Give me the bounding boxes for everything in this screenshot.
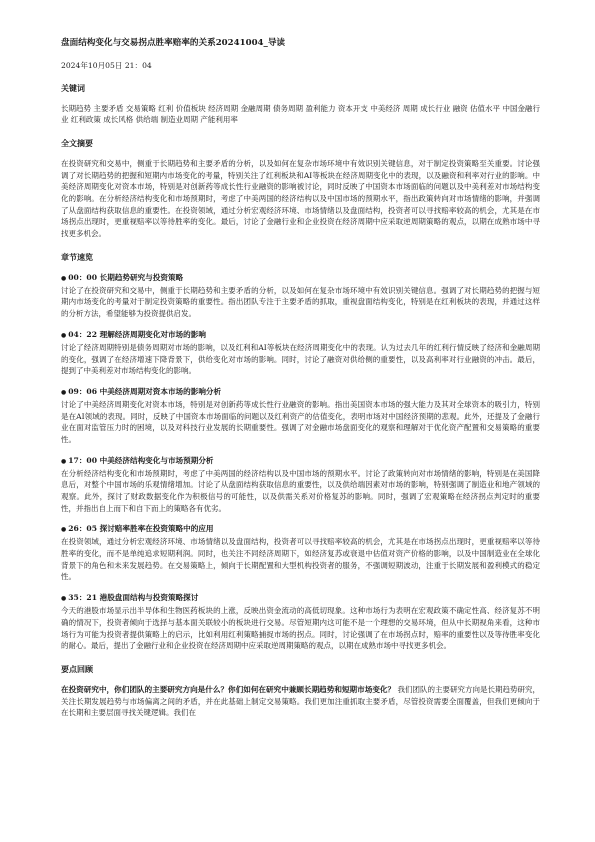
document-title: 盘面结构变化与交易拐点胜率赔率的关系20241004_导读 [61, 38, 286, 48]
chapter-title: 04：22 理解经济周期变化对市场的影响 [68, 329, 206, 339]
keywords-section [61, 83, 540, 126]
bullet-icon: ● [61, 331, 67, 339]
chapter-title: 35：21 港股盘面结构与投资策略探讨 [68, 593, 199, 603]
chapter-item [61, 386, 540, 446]
chapter-title: 17：00 中美经济结构变化与市场预期分析 [68, 455, 214, 465]
highlights-section [61, 664, 540, 719]
chapter-item [61, 455, 540, 515]
chapter-text: 讨论了经济周期特别是债务周期对市场的影响，以及红利和AI等板块在经济周期变化中的表现。认为过去几年的红利行情反映了经济和金融周期的变化，强调了在经济增速下降背景下，供给变化对市场的影响。同时，讨论了融资对供给侧的重要性，以及高利率对行业融资的冲击。最后，提到了中美利差对市场结构变化的影响。 [61, 342, 540, 376]
highlights-heading: 要点回顾 [61, 663, 93, 674]
highlight-paragraph [61, 684, 540, 719]
summary-text: 在投资研究和交易中，侧重于长期趋势和主要矛盾的分析，以及如何在复杂市场环境中有效识别关键信息，对于制定投资策略至关重要。讨论强调了对长期趋势的把握和短期内市场变化的考量，特别关注了红利板块和AI等板块在经济周期变化中的表现，以及融资和利率对行业的影响。中美经济周期变化对资本市场，特别是对创新药等成长性行业融资的影响被讨论，同时反映了中国资本市场面临的问题以及中美利差对市场结构变化的影响。在分析经济结构变化和市场预期时，考虑了中美两国的经济结构以及中国市场的预期水平，指出政策转向对市场情绪的影响，并强调了从盘面结构获取信息的重要性。在投资领域，通过分析宏观经济环境、市场情绪以及盘面结构，投资者可以寻找赔率较高的机会，尤其是在市场拐点出现时，更重视赔率以等待胜率的变化。最后，讨论了金融行业和企业投资在经济周期中应采取逆周期策略的观点，以期在成熟市场中寻找更多机会。 [61, 158, 540, 239]
chapter-text: 讨论了在投资研究和交易中，侧重于长期趋势和主要矛盾的分析，以及如何在复杂市场环境中有效识别关键信息。强调了对长期趋势的把握与短期内市场变化的考量对于制定投资策略的重要性。指出团队专注于主要矛盾的抓取，重视盘面结构变化，特别是在红利板块的表现，并通过这样的分析方法，希望能够为投资提供启发。 [61, 285, 540, 319]
chapters-heading: 章节速览 [61, 251, 93, 262]
timestamp: 2024年10月05日 21：04 [61, 60, 152, 70]
highlight-answer: 我们团队的主要研究方向是长期趋势研究，关注长期发展趋势与市场偏离之间的矛盾，并在此基础上制定交易策略。我们更加注重抓取主要矛盾，尽管投资需要全面覆盖，但我们更倾向于在长期和主要层面寻找关键逻辑。我们在 [61, 684, 541, 718]
chapter-text: 讨论了中美经济周期变化对资本市场，特别是对创新药等成长性行业融资的影响。指出美国资本市场的强大能力及其对全球资本的吸引力，特别是在AI领域的表现。同时，反映了中国资本市场面临的问题以及红利资产的估值变化，表明市场对中国经济预期的悲观。此外，还提及了金融行业在面对监管压力时的困境，以及对科技行业发展的长期重要性。强调了对金融市场盘面变化的观察和理解对于优化资产配置和交易策略的重要性。 [61, 399, 540, 444]
bullet-icon: ● [61, 526, 67, 534]
chapter-title: 26：05 探讨赔率胜率在投资策略中的应用 [68, 524, 214, 534]
chapter-text: 今天的港股市场显示出半导体和生物医药板块的上涨，反映出资金流动的高低切现象。这种市场行为表明在宏观政策不确定性高、经济复苏不明确的情况下，投资者倾向于选择与基本面关联较小的板块进行交易。尽管短期内这可能不是一个理想的交易环境，但从中长期视角来看，这种市场行为可能为投资者提供策略上的启示，比如利用红利策略捕捉市场的拐点。同时，讨论强调了在市场拐点时，赔率的重要性以及等待胜率变化的耐心。最后，提出了金融行业和企业投资在经济周期中应采取逆周期策略的观点，以期在成熟市场中寻找更多机会。 [61, 606, 540, 651]
chapter-text: 在分析经济结构变化和市场预期时，考虑了中美两国的经济结构以及中国市场的预期水平。讨论了政策转向对市场情绪的影响，特别是在美国降息后，对整个中国市场的乐观情绪增加。讨论了从盘面结构获取信息的重要性，以及供给端因素对市场的影响，特别强调了制造业和地产领域的观察。此外，探讨了财政数据变化作为积极信号的可能性，以及供需关系对价格复苏的影响。同时，强调了宏观策略在经济拐点判定时的重要性，并指出自上而下和自下而上的策略各有优劣。 [61, 468, 540, 513]
bullet-icon: ● [61, 457, 67, 465]
chapters-section [61, 252, 540, 652]
bullet-icon: ● [61, 595, 67, 603]
chapter-title: 00：00 长期趋势研究与投资策略 [68, 272, 184, 282]
bullet-icon: ● [61, 274, 67, 282]
bullet-icon: ● [61, 388, 67, 396]
highlight-question: 在投资研究中，你们团队的主要研究方向是什么？你们如何在研究中兼顾长期趋势和短期市场变化？ [61, 684, 396, 694]
summary-section [61, 138, 540, 240]
chapter-item [61, 329, 540, 377]
keywords-heading: 关键词 [61, 82, 85, 93]
chapter-item [61, 523, 540, 583]
chapter-item [61, 592, 540, 652]
chapter-item [61, 272, 540, 320]
chapter-title: 09：06 中美经济周期对资本市场的影响分析 [68, 386, 222, 396]
chapter-text: 在投资领域，通过分析宏观经济环境、市场情绪以及盘面结构，投资者可以寻找赔率较高的机会，尤其是在市场拐点出现时，更重视赔率以等待胜率的变化，而不是单纯追求短期利润。同时，也关注不同经济周期下，如经济复苏或衰退中估值对资产价格的影响，以及中国制造业在全球化背景下的角色和未来发展趋势。在交易策略上，倾向于长期配置和大型机构投资者的服务，不强调短期波动，注重于长期发展和盈利模式的稳定性。 [61, 537, 540, 582]
keywords-text: 长期趋势 主要矛盾 交易策略 红利 价值板块 经济周期 金融周期 债务周期 盈利能力 资本开支 中美经济 周期 成长行业 融资 估值水平 中国金融行业 红利政策 成长风格 供给端 制造业周期 产能利用率 [61, 103, 540, 125]
summary-heading: 全文摘要 [61, 137, 93, 148]
